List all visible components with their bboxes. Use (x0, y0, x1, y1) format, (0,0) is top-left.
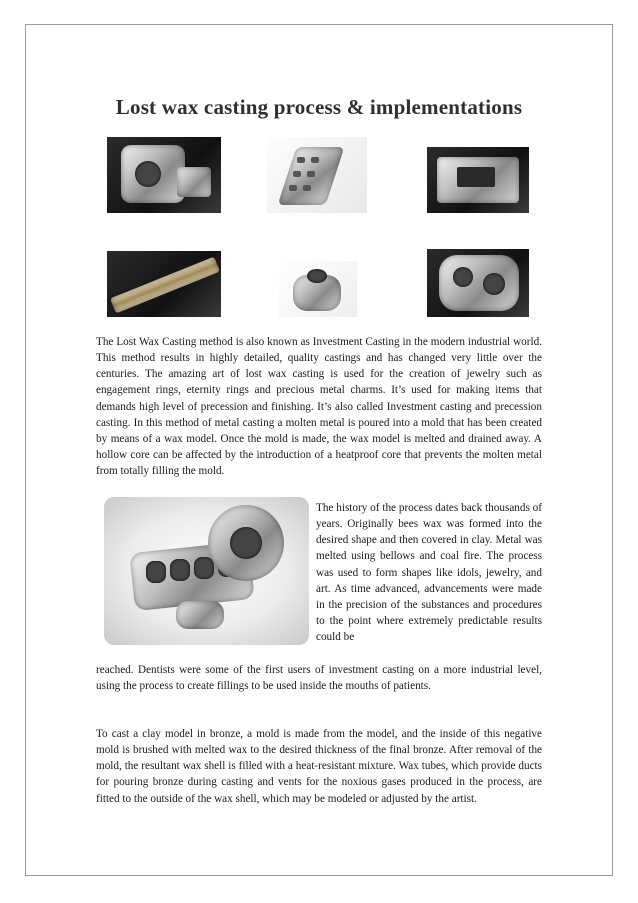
rail-bar-casting-icon (107, 251, 221, 317)
paragraph-history-side: The history of the process dates back thousands of years. Originally bees wax was formed into the desired shape and then covered in clay. Metal was melted using bellows and coal fire. The process was used to form shapes like idols, jewelry, and art. As time advanced, advancements were made in the precision of the substances and procedures to the point where extremely predictable results could be (316, 502, 542, 644)
engine-cylinder-casting-icon (107, 137, 221, 213)
pump-housing-casting-icon (104, 497, 309, 645)
gear-housing-casting-icon (427, 249, 529, 317)
casting-photo-grid (107, 137, 529, 317)
frame-bracket-casting-icon (427, 147, 529, 213)
page-title: Lost wax casting process & implementations (115, 95, 523, 119)
pipe-fitting-casting-icon (279, 261, 357, 317)
perforated-bar-casting-icon (267, 137, 367, 213)
paragraph-history-continued: reached. Dentists were some of the first users of investment casting on a more industrial level, using the process to create fillings to be used inside the mouths of patients. (96, 664, 542, 693)
paragraph-intro: The Lost Wax Casting method is also known as Investment Casting in the modern industrial world. This method results in highly detailed, quality castings and has changed very little over the centuries. The amazing art of lost wax casting is used for the creation of jewelry such as engagement rings, eternity rings and precious metal charms. It’s used for making items that demands high level of precession and finishing. It’s also called Investment casting and precession casting. In this method of metal casting a molten metal is poured into a mold that has been created by means of a wax model. Once the mold is made, the wax model is melted and drained away. A hollow core can be affected by the introduction of a heatproof core that prevents the molten metal from totally filling the mold. (96, 336, 542, 478)
paragraph-bronze-casting: To cast a clay model in bronze, a mold is made from the model, and the inside of this negative mold is brushed with melted wax to the desired thickness of the final bronze. After removal of the mold, the resultant wax shell is filled with a heat-resistant mixture. Wax tubes, which provide ducts for pouring bronze during casting and vents for the noxious gases produced in the process, are fitted to the outside of the wax shell, which may be modeled or adjusted by the artist. (96, 728, 542, 805)
